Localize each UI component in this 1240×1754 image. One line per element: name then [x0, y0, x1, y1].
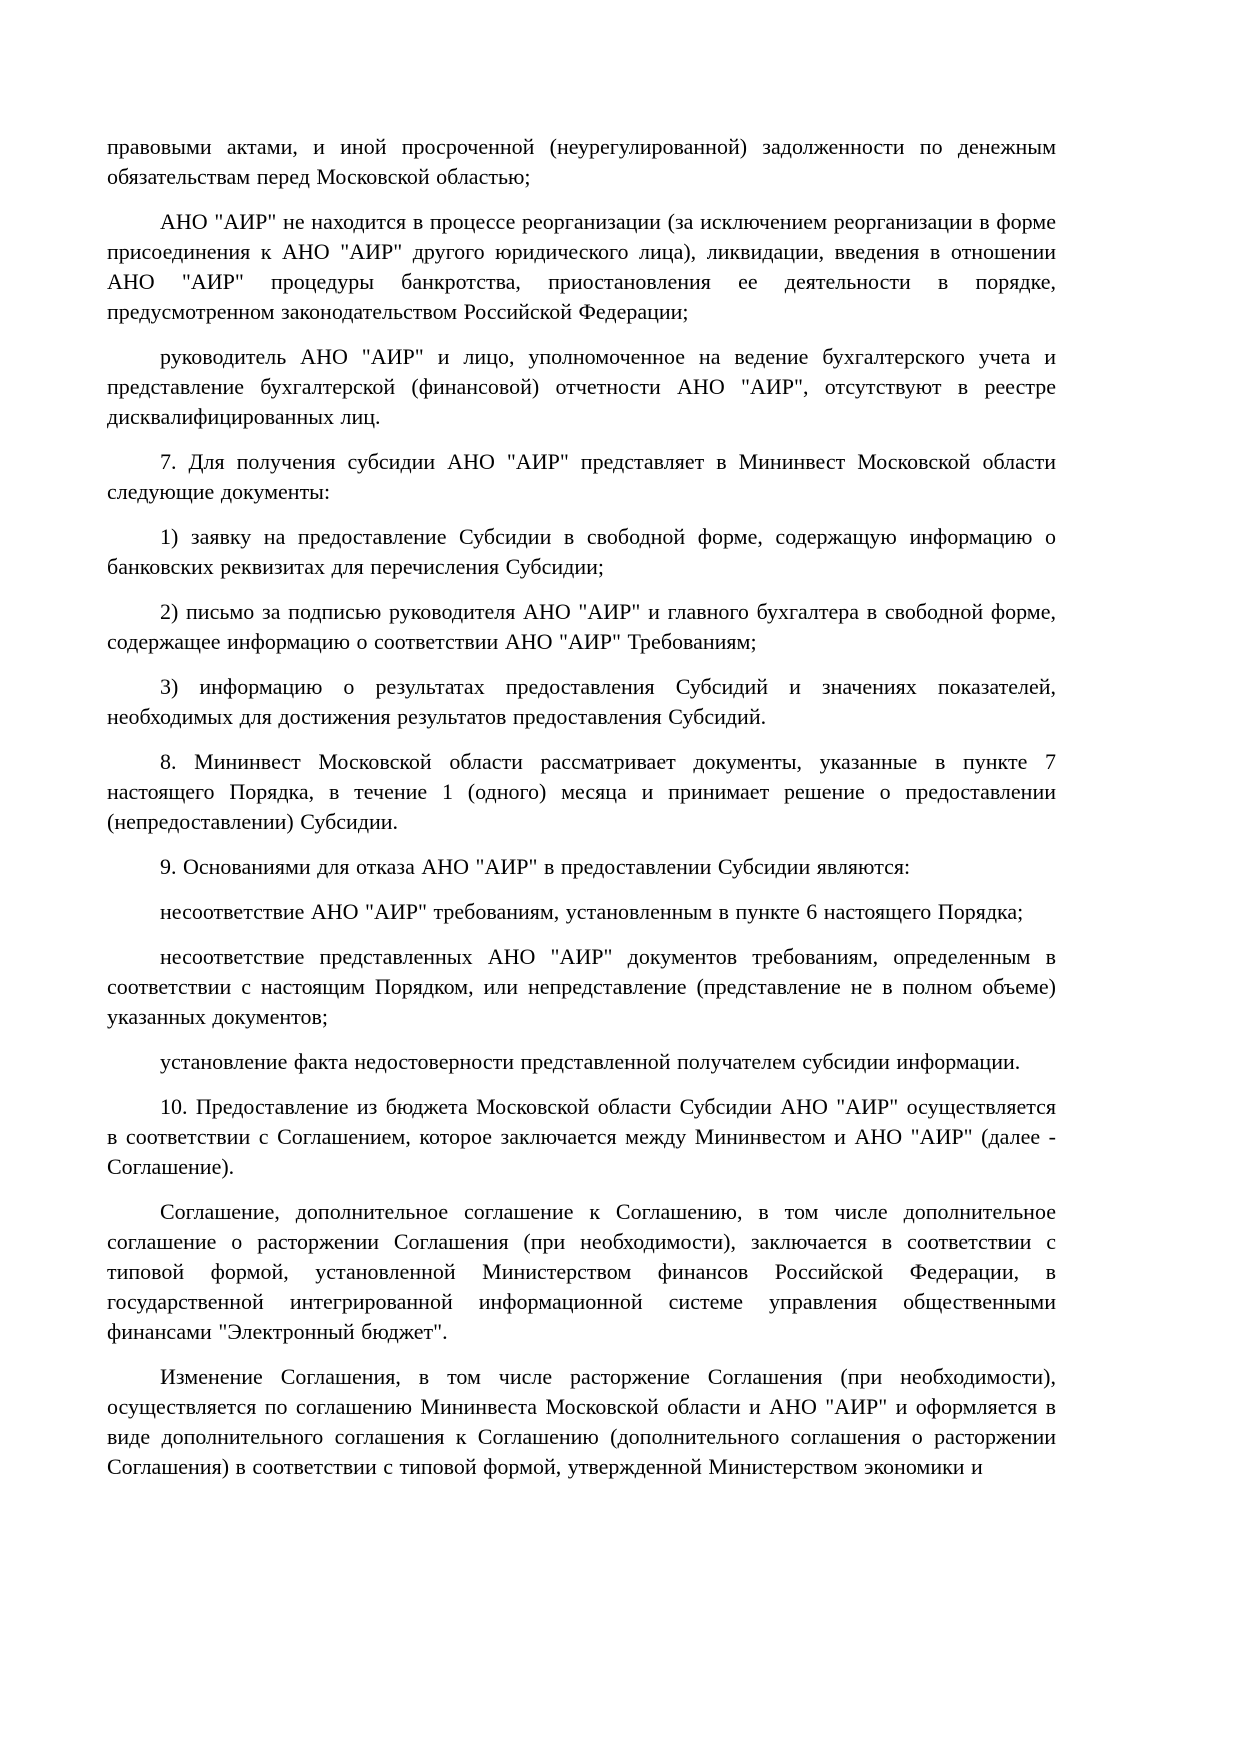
paragraph: Соглашение, дополнительное соглашение к Соглашению, в том числе дополнительное соглашение о расторжении Соглашения (при необходимости), заключается в соответствии с типовой формой, установленной Министерством финансов Российской Федерации, в государственной интегрированной информационной системе управления общественными финансами "Электронный бюджет". [107, 1199, 1056, 1344]
paragraph-item-7: 7. Для получения субсидии АНО "АИР" представляет в Мининвест Московской области следующие документы: [107, 449, 1056, 504]
paragraph: установление факта недостоверности представленной получателем субсидии информации. [160, 1049, 1021, 1074]
paragraph-item-9: 9. Основаниями для отказа АНО "АИР" в предоставлении Субсидии являются: [160, 854, 911, 879]
paragraph: несоответствие АНО "АИР" требованиям, установленным в пункте 6 настоящего Порядка; [160, 899, 1024, 924]
document-text-block [107, 132, 1056, 1482]
paragraph-continuation: правовыми актами, и иной просроченной (неурегулированной) задолженности по денежным обязательствам перед Московской областью; [107, 134, 1056, 189]
paragraph-subitem-3: 3) информацию о результатах предоставления Субсидий и значениях показателей, необходимых для достижения результатов предоставления Субсидий. [107, 674, 1056, 729]
paragraph-subitem-2: 2) письмо за подписью руководителя АНО "АИР" и главного бухгалтера в свободной форме, содержащее информацию о соответствии АНО "АИР" Требованиям; [107, 599, 1056, 654]
paragraph: АНО "АИР" не находится в процессе реорганизации (за исключением реорганизации в форме присоединения к АНО "АИР" другого юридического лица), ликвидации, введения в отношении АНО "АИР" процедуры банкротства, приостановления ее деятельности в порядке, предусмотренном законодательством Российской Федерации; [107, 209, 1056, 324]
paragraph-subitem-1: 1) заявку на предоставление Субсидии в свободной форме, содержащую информацию о банковских реквизитах для перечисления Субсидии; [107, 524, 1056, 579]
paragraph: несоответствие представленных АНО "АИР" документов требованиям, определенным в соответствии с настоящим Порядком, или непредставление (представление не в полном объеме) указанных документов; [107, 944, 1056, 1029]
paragraph-item-8: 8. Мининвест Московской области рассматривает документы, указанные в пункте 7 настоящего Порядка, в течение 1 (одного) месяца и принимает решение о предоставлении (непредоставлении) Субсидии. [107, 749, 1056, 834]
paragraph: Изменение Соглашения, в том числе расторжение Соглашения (при необходимости), осуществляется по соглашению Мининвеста Московской области и АНО "АИР" и оформляется в виде дополнительного соглашения к Соглашению (дополнительного соглашения о расторжении Соглашения) в соответствии с типовой формой, утвержденной Министерством экономики и [107, 1364, 1056, 1479]
paragraph-item-10: 10. Предоставление из бюджета Московской области Субсидии АНО "АИР" осуществляется в соответствии с Соглашением, которое заключается между Мининвестом и АНО "АИР" (далее - Соглашение). [107, 1094, 1056, 1179]
paragraph: руководитель АНО "АИР" и лицо, уполномоченное на ведение бухгалтерского учета и представление бухгалтерской (финансовой) отчетности АНО "АИР", отсутствуют в реестре дисквалифицированных лиц. [107, 344, 1056, 429]
